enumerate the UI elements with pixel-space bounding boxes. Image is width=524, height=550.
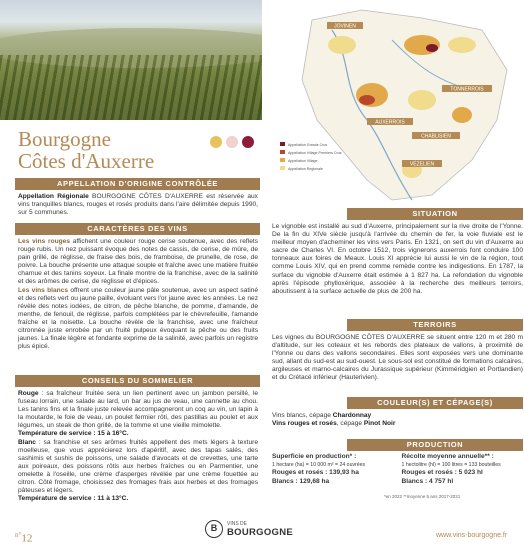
cepage-rouges-label: Vins rouges et rosés <box>272 420 337 428</box>
production-recolte <box>402 453 524 486</box>
title-line-2: Côtes d'Auxerre <box>18 149 155 173</box>
blancs-body: offrent une couleur jaune pâle soutenue, avec un aspect satiné et des reflets vert ou jaune paille, évoluant vers l'or jaune avec les années. Le nez révèle des notes iodées, de citron, de pêche blanche, de pomme, d'amande, de menthe, de fenouil, de réglisse, parfois complétées par le chèvrefeuille, l'amande fraîche et la noisette. La bouche révèle de la franchise, avec une fraîcheur citronnée juste enrobée par un fruité pulpeux évoquant la pêche ou des fruits jaunes. La finale légère et fondante exprime de la salinité, avec parfois un registre plus épicé. <box>18 286 258 351</box>
page-number-value: 12 <box>21 532 33 545</box>
production-footnote: *en 2022 **moyenne 5 ans 2017-2021 <box>384 494 461 499</box>
surface-title: Superficie en production* : <box>272 453 357 460</box>
wine-color-dots <box>210 136 254 148</box>
logo-seal-icon: B <box>205 520 223 538</box>
surface-blancs-value: 129,68 ha <box>297 477 330 485</box>
surface-sub: 1 hectare (ha) = 10 000 m² = 24 ouvrées <box>272 462 366 469</box>
map-legend <box>280 142 342 171</box>
map-town-label: AUXERROIS <box>375 119 405 126</box>
section-header-production: PRODUCTION <box>347 439 523 451</box>
couleurs-text <box>272 412 523 428</box>
section-header-situation: SITUATION <box>347 208 523 220</box>
conseils-text <box>18 390 258 503</box>
production-surface <box>272 453 394 486</box>
vineyard-photo <box>0 0 262 120</box>
section-header-conseils: CONSEILS DU SOMMELIER <box>15 375 260 387</box>
rouges-lead: Les vins rouges <box>18 238 71 245</box>
map-town-label: JOVINEN <box>334 23 356 30</box>
recolte-blancs-label: Blancs : <box>401 477 428 485</box>
surface-rouges-label: Rouges et rosés : <box>272 469 328 477</box>
production-block <box>272 453 523 486</box>
appellation-map <box>272 0 524 205</box>
aoc-lead: Appellation Régionale <box>18 193 89 200</box>
photo-vine-rows <box>0 55 262 120</box>
surface-blancs-label: Blancs : <box>272 477 298 485</box>
page-number <box>15 531 32 545</box>
conseil-blanc-lead: Blanc <box>18 438 36 446</box>
rouges-body: affichent une couleur rouge cerise soutenue, avec des reflets rouge rubis. Un nez puissant évoque des notes de cassis, de cerise, de mûre, de pain grillé, de réglisse, de fraise des bois, de framboise, de prunelle, de rose, de poivre. La bouche présente une attaque souple et fraîche avec une matière fruitée charnue et des tanins soyeux. La finale montre de la franchise, avec de la salinité et des arômes de cerise, de réglisse et d'épices. <box>18 238 258 286</box>
bourgogne-logo <box>205 520 293 538</box>
map-town-label: VÉZELIEN <box>409 161 435 168</box>
recolte-blancs-value: 4 757 hl <box>427 477 454 485</box>
terroirs-text: Les vignes du BOURGOGNE CÔTES D'AUXERRE se situent entre 120 m et 280 m d'altitude, sur les coteaux et les rebords des plateaux de vallons, à proximité de l'Yonne ou dans des vallons secondaires. Elles sont exposées vers une dominante sud, allant du sud-est au sud-ouest. Le sous-sol est constitué de formations calcaires, argileuses et marno-calcaires du Jurassique supérieur (Kimméridgien et Portlandien) et du Crétacé inférieur (Hauterivien). <box>272 334 523 382</box>
map-town-label: CHABLISIEN <box>421 133 451 140</box>
cepage-sep: , cépage <box>336 420 364 428</box>
white-wine-dot <box>210 136 222 148</box>
aoc-body: BOURGOGNE CÔTES D'AUXERRE est réservée aux vins tranquilles blancs, rouges et rosés produits dans l'aire délimitée depuis 1990, sur 5 communes. <box>18 193 258 217</box>
conseil-blanc-temp: Température de service : 11 à 13°C. <box>18 495 129 503</box>
cepage-blancs-label: Vins blancs <box>272 412 306 419</box>
aoc-text <box>18 193 258 217</box>
surface-rouges-value: 139,93 ha <box>327 469 359 477</box>
section-header-aoc: APPELLATION D'ORIGINE CONTRÔLÉE <box>15 178 260 190</box>
recolte-rouges-value: 5 023 hl <box>456 469 483 477</box>
title-line-1: Bourgogne <box>18 127 111 151</box>
red-wine-dot <box>242 136 254 148</box>
logo-name-text: BOURGOGNE <box>227 526 294 538</box>
conseil-rouge-temp: Température de service : 15 à 16°C. <box>18 430 129 438</box>
recolte-title: Récolte moyenne annuelle** : <box>401 453 494 460</box>
conseil-rouge-lead: Rouge <box>18 390 39 397</box>
page-number-prefix: n° <box>15 531 22 539</box>
page-title <box>18 128 154 172</box>
blancs-lead: Les vins blancs <box>18 286 69 294</box>
conseil-blanc-body: : sa franchise et ses arômes fruités appellent des mets légers à texture moelleuse, que vous apprécierez lors d'apéritif, avec des tapas salés, des sashimis et sushis de poissons, une salade d'avocats et de crevettes, une tarte aux poireaux, des poissons rôtis aux herbes fraîches ou en Parmentier, une omelette à l'oseille, une crème d'asperges révélée par une crème fouettée au citron. Côté fromage, choisissez des fromages frais aux herbes et des fromages pâteuses et légers. <box>18 438 258 495</box>
cepage-sep: , cépage <box>305 412 333 419</box>
section-header-terroirs: TERROIRS <box>347 319 523 331</box>
recolte-sub: 1 hectolitre (hl) = 100 litres = 133 bouteilles <box>401 462 501 469</box>
cepage-pinot-noir: Pinot Noir <box>363 420 396 428</box>
website-link[interactable]: www.vins-bourgogne.fr <box>436 532 508 539</box>
legend-premiers-crus: Appellation Village Premiers Crus <box>288 151 342 155</box>
caracteres-text <box>18 238 258 351</box>
logo-top-text: VINS DE <box>227 520 248 527</box>
conseil-rouge-body: : sa fraîcheur fruitée sera un lien pertinent avec un jambon persillé, le fuseau lorrain, une salade au lard, un bar au jus de veau, une cannette au chou. Les tanins fins et la finale juste relevée accompagneront un coq au vin, un lapin à la moutarde, le foie de veau, un poulet fermier rôti, des pastillas au poulet et aux légumes, un steak de thon grillé, de la tomme et une vieille mimolette. <box>18 390 258 430</box>
section-header-caracteres: CARACTÈRES DES VINS <box>15 223 260 235</box>
map-town-label: TONNERROIS <box>450 86 484 93</box>
legend-regionale: Appellation Régionale <box>288 167 323 171</box>
situation-text: Le vignoble est installé au sud d'Auxerre, principalement sur la rive droite de l'Yonne. De la fin du XIVe siècle jusqu'à l'arrivée du chemin de fer, la voie fluviale est le meilleur moyen d'acheminer les vins vers Paris. En 1321, on sert du vin d'Auxerre au sacre de Charles VI. En octobre 1512, trois vignerons auxerrois font conduire 100 tonneaux aux foires de Meaux. Louis XI apprécie lui aussi le vin de la région, tout comme Louis XIV, qui en prend comme remède contre les indigestions. En 1787, la surface du vignoble d'Auxerre était estimée à 1 827 ha. La refondation du vignoble après l'épisode phylloxérique, associée à la recherche des meilleurs terroirs, aboutissent à la surface actuelle de plus de 200 ha. <box>272 223 523 295</box>
rose-wine-dot <box>226 136 238 148</box>
legend-village: Appellation Village <box>288 159 318 163</box>
section-header-couleurs: COULEUR(S) ET CÉPAGE(S) <box>347 397 523 409</box>
cepage-chardonnay: Chardonnay <box>332 412 372 419</box>
recolte-rouges-label: Rouges et rosés : <box>401 469 457 477</box>
map-svg <box>272 0 524 205</box>
legend-grands-crus: Appellation Grands Crus <box>288 143 328 147</box>
